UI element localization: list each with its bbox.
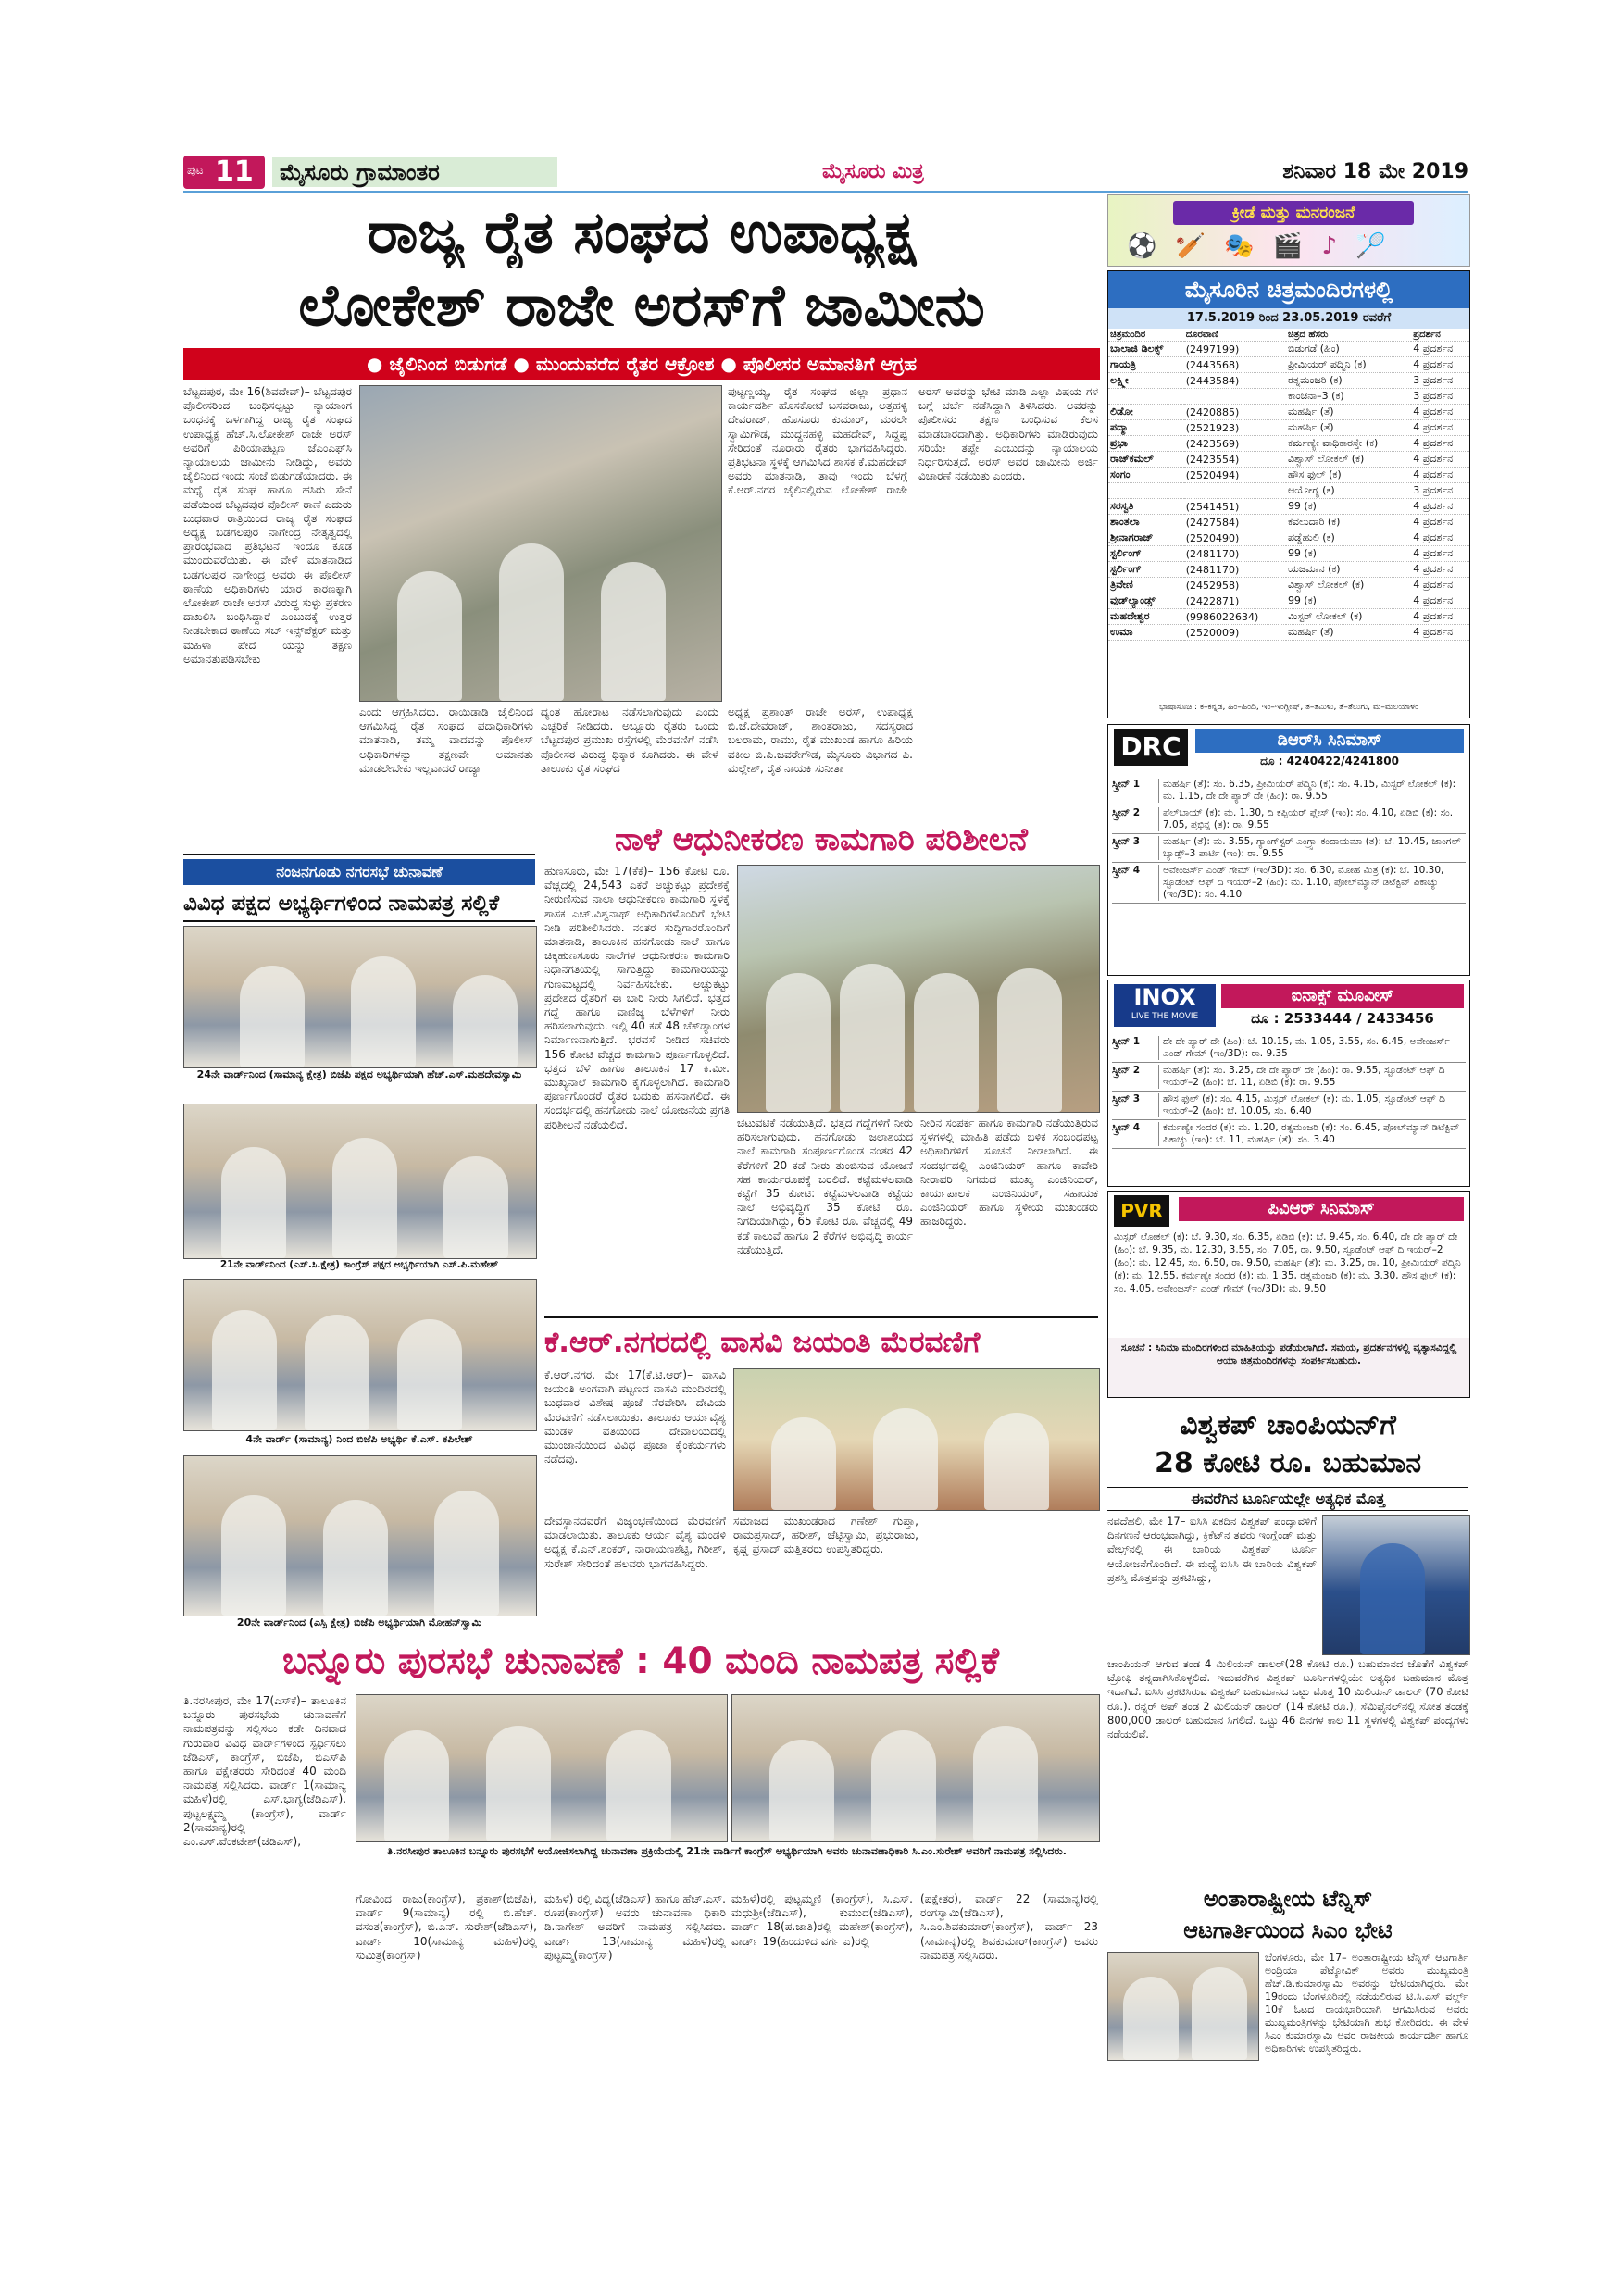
tennis-headline-1: ಅಂತಾರಾಷ್ಟ್ರೀಯ ಟೆನ್ನಿಸ್	[1203, 1886, 1373, 1912]
theatre-row	[1108, 625, 1469, 641]
nanjangud-caption-3: 4ನೇ ವಾರ್ಡ್ (ಸಾಮಾನ್ಯ) ನಿಂದ ಬಿಜೆಪಿ ಅಭ್ಯರ್ಥಿ ಕೆ.ಎಸ್. ಕಪಿಲೇಶ್	[245, 1433, 473, 1445]
theatre-cell: ಶ್ರೀನಾಗರಾಜ್	[1108, 530, 1184, 546]
works-headline: ನಾಳೆ ಆಧುನೀಕರಣ ಕಾಮಗಾರಿ ಪರಿಶೀಲನೆ	[615, 821, 1028, 858]
nanjangud-photo-3	[183, 1279, 537, 1431]
screen-name: ಸ್ಕ್ರೀನ್ 4	[1112, 1122, 1159, 1146]
drc-logo: DRC	[1114, 729, 1188, 766]
lead-photo-protest	[359, 385, 722, 702]
lead-col-mid-c: ಅಧ್ಯಕ್ಷ ಪ್ರಶಾಂತ್ ರಾಜೇ ಅರಸ್, ಉಪಾಧ್ಯಕ್ಷ ಬಿ.ಜೆ.ದೇವರಾಜ್, ಶಾಂತರಾಜು, ಸದಸ್ಯರಾದ ಬಲರಾಮ, ರಾಮು, ರೈತ ಮುಖಂಡ ಹಾಗೂ ಹಿರಿಯ ವಕೀಲ ಬಿ.ಪಿ.ಜವರೇಗೌಡ, ಮೈಸೂರು ವಿಭಾಗದ ಪಿ. ಮಲ್ಲೇಶ್, ರೈತ ನಾಯಕಿ ಸುನೀತಾ	[728, 705, 913, 775]
theatre-cell: ಲಕ್ಷ್ಮೀ	[1108, 373, 1184, 389]
theatre-cell: ಪ್ರೀಮಿಯರ್ ಪದ್ಮಿನಿ (ಕ)	[1286, 357, 1411, 373]
theatre-cell: ಶಾಂತಲಾ	[1108, 515, 1184, 530]
theatre-cell: ವುಡ್‌ಲ್ಯಾಂಡ್ಸ್	[1108, 593, 1184, 609]
theatre-cell: (2443568)	[1184, 357, 1286, 373]
vasavi-headline: ಕೆ.ಆರ್.ನಗರದಲ್ಲಿ ವಾಸವಿ ಜಯಂತಿ ಮೆರವಣಿಗೆ	[544, 1326, 981, 1359]
works-col-2: ಚಟುವಟಿಕೆ ನಡೆಯುತ್ತಿದೆ. ಭತ್ತದ ಗದ್ದೆಗಳಿಗೆ ನೀರು ಹರಿಸಲಾಗುವುದು. ಹನಗೋಡು ಜಲಾಶಯದ ನಾಲೆ ಕಾಮಗಾರಿ ಸಂಪೂರ್ಣಗೊಂಡ ನಂತರ 42 ಕೆರೆಗಳಿಗೆ 20 ಕಡೆ ನೀರು ತುಂಬಿಸುವ ಯೋಜನೆ ಸಹ ಕಾರ್ಯರೂಪಕ್ಕೆ ಬರಲಿದೆ. ಕಟ್ಟೆಮಳಲವಾಡಿ ಕಟ್ಟೆಗೆ 35 ಕೋಟಿ: ಕಟ್ಟೆಮಳಲವಾಡಿ ಕಟ್ಟೆಯ ನಾಲೆ ಅಭಿವೃದ್ಧಿಗೆ 35 ಕೋಟಿ ರೂ. ನಿಗದಿಯಾಗಿದ್ದು, 65 ಕೋಟಿ ರೂ. ವೆಚ್ಚದಲ್ಲಿ 49 ಕಡೆ ಕಾಲುವೆ ಹಾಗೂ 2 ಕೆರೆಗಳ ಅಭಿವೃದ್ಧಿ ಕಾರ್ಯ ನಡೆಯುತ್ತಿದೆ.	[737, 1117, 913, 1256]
section-name: ಮೈಸೂರು ಗ್ರಾಮಾಂತರ	[272, 157, 557, 187]
theatre-cell: 4 ಪ್ರದರ್ಶನ	[1411, 405, 1469, 420]
theatre-cell: (2520494)	[1184, 468, 1286, 483]
theatre-row	[1108, 468, 1469, 483]
works-photo-inspection	[737, 865, 1100, 1113]
theatre-row	[1108, 436, 1469, 452]
theatre-cell: (2520009)	[1184, 625, 1286, 641]
screen-showtimes: ಪೆಲ್‌ಬಾಯ್ (ಕ): ಮ. 1.30, ದಿ ಕಪ್ಪಿಯರ್ ಪ್ಲೇಸ್ (ಇಂ): ಸಂ. 4.10, ಏಡಿಬಿ (ಕ): ಸಂ. 7.05, ಪ್ರಭಿನ್ನ (ತ): ರಾ. 9.55	[1163, 807, 1454, 830]
theatre-cell: 4 ಪ್ರದರ್ಶನ	[1411, 468, 1469, 483]
theatre-cell: (2541451)	[1184, 499, 1286, 515]
vasavi-col-2: ದೇವಸ್ಥಾನದವರೆಗೆ ವಿಜೃಂಭಣೆಯಿಂದ ಮೆರವಣಿಗೆ ಮಾಡಲಾಯಿತು. ತಾಲೂಕು ಆರ್ಯ ವೈಶ್ಯ ಮಂಡಳಿ ಅಧ್ಯಕ್ಷ ಕೆ.ಎನ್.ಶಂಕರ್, ನಾರಾಯಣಶೆಟ್ಟಿ, ಗಿರೀಶ್, ಸುರೇಶ್ ಸೇರಿದಂತೆ ಹಲವರು ಭಾಗವಹಿಸಿದ್ದರು.	[544, 1515, 726, 1570]
inox-box	[1107, 980, 1470, 1187]
bannur-caption: ತಿ.ನರಸೀಪುರ ತಾಲೂಕಿನ ಬನ್ನೂರು ಪುರಸಭೆಗೆ ಆಯೋಜಿಸಲಾಗಿದ್ದ ಚುನಾವಣಾ ಪ್ರಕ್ರಿಯೆಯಲ್ಲಿ 21ನೇ ವಾರ್ಡಿಗೆ ಕಾಂಗ್ರೆಸ್ ಅಭ್ಯರ್ಥಿಯಾಗಿ ಅವರು ಚುನಾವಣಾಧಿಕಾರಿ ಸಿ.ಎಂ.ಸುರೇಶ್ ಅವರಿಗೆ ನಾಮಪತ್ರ ಸಲ್ಲಿಸಿದರು.	[387, 1845, 1067, 1857]
theatre-row	[1108, 530, 1469, 546]
tennis-headline-2: ಆಟಗಾರ್ತಿಯಿಂದ ಸಿಎಂ ಭೇಟಿ	[1183, 1917, 1393, 1943]
pvr-notice: ಸೂಚನೆ : ಸಿನಿಮಾ ಮಂದಿರಗಳಿಂದ ಮಾಹಿತಿಯನ್ನು ಪಡೆಯಲಾಗಿದೆ. ಸಮಯ, ಪ್ರದರ್ಶನಗಳಲ್ಲಿ ವ್ಯತ್ಯಾಸವಿದ್ದಲ್ಲಿ ಆಯಾ ಚಿತ್ರಮಂದಿರಗಳನ್ನು ಸಂಪರ್ಕಿಸಬಹುದು.	[1108, 1338, 1469, 1397]
screen-showtimes: ಮಹರ್ಷಿ (ತೆ): ಸಂ. 3.25, ದೇ ದೇ ಪ್ಯಾರ್ ದೇ (ಹಿಂ): ರಾ. 9.55, ಸ್ಟೂಡೆಂಟ್ ಆಫ್ ದಿ ಇಯರ್–2 (ಹಿಂ): ಬೆ. 11, ಏಡಿಬಿ (ಕ): ರಾ. 9.55	[1163, 1065, 1445, 1088]
lead-col-mid-a: ಎಂದು ಆಗ್ರಹಿಸಿದರು. ರಾಯಿಡಾಡಿ ಜೈಲಿನಿಂದ ಆಗಮಿಸಿದ್ದ ರೈತ ಸಂಘದ ಪದಾಧಿಕಾರಿಗಳು ಮಾತನಾಡಿ, ತಮ್ಮ ವಾದವನ್ನು ಪೊಲೀಸ್ ಅಧಿಕಾರಿಗಳನ್ನು ತಕ್ಷಣವೇ ಅಮಾನತು ಮಾಡಲೇಬೇಕು ಇಲ್ಲವಾದರೆ ರಾಜ್ಯಾ	[359, 705, 533, 775]
screen-listing	[1112, 1063, 1466, 1092]
theatre-row	[1108, 483, 1469, 499]
theatre-cell	[1184, 483, 1286, 499]
theatre-cell: ಮಿಸ್ಟರ್ ಲೋಕಲ್ (ಕ)	[1286, 609, 1411, 625]
theatre-cell: 4 ಪ್ರದರ್ಶನ	[1411, 546, 1469, 562]
theatre-cell: 4 ಪ್ರದರ್ಶನ	[1411, 436, 1469, 452]
theatre-row	[1108, 499, 1469, 515]
bannur-col-b3: ಮಹಿಳೆ)ರಲ್ಲಿ ಪುಟ್ಟಮ್ಮಣಿ (ಕಾಂಗ್ರೆಸ್), ಸಿ.ಎಸ್. ಮಧುಶ್ರೀ(ಜೆಡಿಎಸ್), ಕುಮುದ(ಜೆಡಿಎಸ್), ವಾರ್ಡ್ 18(ಪ.ಜಾತಿ)ರಲ್ಲಿ ಮಹೇಶ್(ಕಾಂಗ್ರೆಸ್), ವಾರ್ಡ್ 19(ಹಿಂದುಳಿದ ವರ್ಗ ಎ)ರಲ್ಲಿ	[731, 1892, 913, 1948]
page-number-box	[183, 156, 265, 189]
theatre-cell: (2420885)	[1184, 405, 1286, 420]
theatre-cell: 3 ಪ್ರದರ್ಶನ	[1411, 389, 1469, 405]
nanjangud-photo-1	[183, 926, 537, 1068]
tennis-photo-cm-meeting	[1107, 1952, 1259, 2061]
theatre-cell: ರಾಜ್‌ಕಮಲ್	[1108, 452, 1184, 468]
theatre-cell: ಮಹದೇಶ್ವರ	[1108, 609, 1184, 625]
theatre-cell: 99 (ಕ)	[1286, 593, 1411, 609]
bannur-col-b2: ಮಹಿಳೆ) ರಲ್ಲಿ ವಿದ್ಯ(ಜೆಡಿಎಸ್) ಹಾಗೂ ಹೆಚ್.ಎಸ್. ರೂಪ(ಕಾಂಗ್ರೆಸ್) ಅವರು ಚುನಾವಣಾ ಧಿಕಾರಿ ಡಿ.ನಾಗೇಶ್ ಅವರಿಗೆ ನಾಮಪತ್ರ ಸಲ್ಲಿಸಿದರು. ವಾರ್ಡ್ 13(ಸಾಮಾನ್ಯ ಮಹಿಳೆ)ರಲ್ಲಿ ಪುಟ್ಟಮ್ಮ(ಕಾಂಗ್ರೆಸ್)	[544, 1892, 726, 1962]
pvr-logo: PVR	[1114, 1195, 1169, 1227]
worldcup-text-a: ನವದೆಹಲಿ, ಮೇ 17– ಐಸಿಸಿ ಏಕದಿನ ವಿಶ್ವಕಪ್ ಪಂದ್ಯಾವಳಿಗೆ ದಿನಗಣನೆ ಆರಂಭವಾಗಿದ್ದು, ಕ್ರಿಕೆಟ್‌ನ ತವರು ಇಂಗ್ಲೆಂಡ್ ಮತ್ತು ವೇಲ್ಸ್‌ನಲ್ಲಿ ಈ ಬಾರಿಯ ವಿಶ್ವಕಪ್ ಟೂರ್ನಿ ಆಯೋಜನೆಗೊಂಡಿದೆ. ಈ ಮಧ್ಯೆ ಐಸಿಸಿ ಈ ಬಾರಿಯ ವಿಶ್ವಕಪ್ ಪ್ರಶಸ್ತಿ ಮೊತ್ತವನ್ನು ಪ್ರಕಟಿಸಿದ್ದು,	[1107, 1515, 1317, 1584]
nanjangud-photo-4	[183, 1455, 537, 1616]
theatres-table-wrap	[1108, 329, 1469, 699]
theatre-cell: 4 ಪ್ರದರ್ಶನ	[1411, 530, 1469, 546]
theatre-cell: ವಿಶ್ವಾಸ್ ಲೋಕಲ್ (ಕ)	[1286, 452, 1411, 468]
theatre-cell: 4 ಪ್ರದರ್ಶನ	[1411, 515, 1469, 530]
nanjangud-photo-2	[183, 1104, 537, 1259]
screen-listing	[1112, 834, 1466, 863]
theatre-cell: ಕರ್ಮಣ್ಯೇ ವಾಧಿಕಾರಸ್ತೇ (ಕ)	[1286, 436, 1411, 452]
theatre-cell: 4 ಪ್ರದರ್ಶನ	[1411, 342, 1469, 357]
theatre-cell: (2427584)	[1184, 515, 1286, 530]
theatre-cell: ಸ್ಟರ್ಲಿಂಗ್	[1108, 546, 1184, 562]
theatre-cell: (2443584)	[1184, 373, 1286, 389]
lead-col-right: ಪುಟ್ಟಣ್ಣಯ್ಯ, ರೈತ ಸಂಘದ ಜಿಲ್ಲಾ ಪ್ರಧಾನ ಕಾರ್ಯದರ್ಶಿ ಹೊಸಕೋಟೆ ಬಸವರಾಜು, ಅತ್ತಹಳ್ಳಿ ದೇವರಾಜ್, ಹೊಸೂರು ಕುಮಾರ್, ಮರಲೇ ಸ್ವಾಮಿಗೌಡ, ಮುದ್ದನಹಳ್ಳಿ ಮಹದೇವ್, ಸಿದ್ದಪ್ಪ ಸೇರಿದಂತೆ ನೂರಾರು ರೈತರು ಭಾಗವಹಿಸಿದ್ದರು. ಪ್ರತಿಭಟನಾ ಸ್ಥಳಕ್ಕೆ ಆಗಮಿಸಿದ ಶಾಸಕ ಕೆ.ಮಹದೇವ್ ಅವರು ಮಾತನಾಡಿ, ತಾವು ಇಂದು ಬೆಳಗ್ಗೆ ಕೆ.ಆರ್.ನಗರ ಜೈಲಿನಲ್ಲಿರುವ ಲೋಕೇಶ್ ರಾಜೇ ಅರಸ್ ಅವರನ್ನು ಭೇಟಿ ಮಾಡಿ ಎಲ್ಲಾ ವಿಷಯ ಗಳ ಬಗ್ಗೆ ಚರ್ಚೆ ನಡೆಸಿದ್ದಾಗಿ ತಿಳಿಸಿದರು. ಅವರನ್ನು ಪೊಲೀಸರು ತಕ್ಷಣ ಬಂಧಿಸುವ ಕೆಲಸ ಮಾಡಬಾರದಾಗಿತ್ತು. ಅಧಿಕಾರಿಗಳು ಮಾಡಿರುವುದು ಸರಿಯೇ ತಪ್ಪೇ ಎಂಬುದನ್ನು ನ್ಯಾಯಾಲಯ ನಿರ್ಧರಿಸುತ್ತದೆ. ಅರಸ್ ಅವರ ಜಾಮೀನು ಅರ್ಜಿ ವಿಚಾರಣೆ ನಡೆಯಿತು ಎಂದರು.	[728, 385, 1098, 497]
pvr-listing: ಮಿಸ್ಟರ್ ಲೋಕಲ್ (ಕ): ಬೆ. 9.30, ಸಂ. 6.35, ಏಡಿಬಿ (ಕ): ಬೆ. 9.45, ಸಂ. 6.40, ದೇ ದೇ ಪ್ಯಾರ್ ದೇ (ಹಿಂ): ಬೆ. 9.35, ಮ. 12.30, 3.55, ಸಂ. 7.05, ರಾ. 9.50, ಸ್ಟೂಡೆಂಟ್ ಆಫ್ ದಿ ಇಯರ್–2 (ಹಿಂ): ಮ. 12.45, ಸಂ. 6.50, ರಾ. 9.50, ಮಹರ್ಷಿ (ತೆ): ಮ. 3.25, ರಾ. 10, ಪ್ರೀಮಿಯರ್ ಪದ್ಮಿನಿ (ಕ): ಮ. 12.55, ಕರ್ಮಣ್ಯೇ ಸಂದರ (ಕ): ಮ. 1.35, ರತ್ನಮಂಜರಿ (ಕ): ಮ. 3.30, ಹೌಸ ಫುಲ್ (ಕ): ಸಂ. 4.05, ಅವೇಂಜರ್ಸ್ ಎಂಡ್ ಗೇಮ್ (ಇಂ/3D): ಮ. 9.50	[1114, 1231, 1461, 1294]
theatres-table	[1108, 329, 1469, 641]
theatre-cell: 4 ಪ್ರದರ್ಶನ	[1411, 609, 1469, 625]
screen-listing	[1112, 1092, 1466, 1120]
lead-col-mid-b: ದ್ಯಂತ ಹೋರಾಟ ನಡೆಸಲಾಗುವುದು ಎಂದು ಎಚ್ಚರಿಕೆ ನೀಡಿದರು. ಅಬ್ಬೂರು ರೈತರು ಒಂದು ಬೆಟ್ಟದಪುರ ಪ್ರಮುಖ ರಸ್ತೆಗಳಲ್ಲಿ ಮೆರವಣಿಗೆ ನಡೆಸಿ ಪೊಲೀಸರ ವಿರುದ್ಧ ಧಿಕ್ಕಾರ ಕೂಗಿದರು. ಈ ವೇಳೆ ತಾಲೂಕು ರೈತ ಸಂಘದ	[541, 705, 718, 775]
page-number: 11	[215, 156, 254, 188]
worldcup-headline-1: ವಿಶ್ವಕಪ್ ಚಾಂಪಿಯನ್‌ಗೆ	[1180, 1409, 1396, 1441]
inox-screens	[1112, 1034, 1466, 1182]
theatre-cell: ಬಾಲಾಜಿ ಡಿಲಕ್ಸ್	[1108, 342, 1184, 357]
theatre-row	[1108, 546, 1469, 562]
theatre-cell: (2481170)	[1184, 546, 1286, 562]
theatre-row	[1108, 593, 1469, 609]
inox-title: ಐನಾಕ್ಸ್ ಮೂವೀಸ್	[1221, 984, 1464, 1008]
theatre-cell: (9986022634)	[1184, 609, 1286, 625]
theatres-column-header: ಚಿತ್ರದ ಹೆಸರು	[1286, 329, 1411, 342]
bannur-headline: ಬನ್ನೂರು ಪುರಸಭೆ ಚುನಾವಣೆ : 40 ಮಂದಿ ನಾಮಪತ್ರ ಸಲ್ಲಿಕೆ	[281, 1641, 1000, 1682]
screen-listing	[1112, 1034, 1466, 1063]
sports-icons: ⚽ 🏏 🎭 🎬 ♪ 🏸	[1127, 232, 1392, 260]
header-date: ಶನಿವಾರ 18 ಮೇ 2019	[1282, 160, 1468, 183]
vasavi-col-1: ಕೆ.ಆರ್.ನಗರ, ಮೇ 17(ಕೆ.ಟಿ.ಆರ್)– ವಾಸವಿ ಜಯಂತಿ ಅಂಗವಾಗಿ ಪಟ್ಟಣದ ವಾಸವಿ ಮಂದಿರದಲ್ಲಿ ಬುಧವಾರ ವಿಶೇಷ ಪೂಜೆ ನೆರವೇರಿಸಿ ದೇವಿಯ ಮೆರವಣಿಗೆ ನಡೆಸಲಾಯಿತು. ತಾಲೂಕು ಆರ್ಯವೈಶ್ಯ ಮಂಡಳಿ ವತಿಯಿಂದ ದೇವಾಲಯದಲ್ಲಿ ಮುಂಜಾನೆಯಿಂದ ವಿವಿಧ ಪೂಜಾ ಕೈಂಕರ್ಯಗಳು ನಡೆದವು.	[544, 1368, 726, 1466]
drc-title: ಡಿಆರ್‌ಸಿ ಸಿನಿಮಾಸ್	[1195, 729, 1464, 753]
screen-listing	[1112, 863, 1466, 904]
worldcup-headline-2: 28 ಕೋಟಿ ರೂ. ಬಹುಮಾನ	[1155, 1447, 1421, 1479]
masthead: ಮೈಸೂರು ಮಿತ್ರ	[822, 160, 924, 183]
bannur-col-1: ತಿ.ನರಸೀಪುರ, ಮೇ 17(ಎಸ್‌ಕೆ)– ತಾಲೂಕಿನ ಬನ್ನೂರು ಪುರಸಭೆಯ ಚುನಾವಣೆಗೆ ನಾಮಪತ್ರವನ್ನು ಸಲ್ಲಿಸಲು ಕಡೇ ದಿನವಾದ ಗುರುವಾರ ವಿವಿಧ ವಾರ್ಡ್‌ಗಳಿಂದ ಸ್ಪರ್ಧಿಸಲು ಜೆಡಿಎಸ್, ಕಾಂಗ್ರೆಸ್, ಬಿಜೆಪಿ, ಬಿಎಸ್‌ಪಿ ಹಾಗೂ ಪಕ್ಷೇತರರು ಸೇರಿದಂತೆ 40 ಮಂದಿ ನಾಮಪತ್ರ ಸಲ್ಲಿಸಿದರು. ವಾರ್ಡ್ 1(ಸಾಮಾನ್ಯ ಮಹಿಳೆ)ರಲ್ಲಿ ಎಸ್.ಭಾಗ್ಯ(ಜೆಡಿಎಸ್), ಪುಟ್ಟಲಕ್ಷ್ಮಮ್ಮ (ಕಾಂಗ್ರೆಸ್), ವಾರ್ಡ್ 2(ಸಾಮಾನ್ಯ)ರಲ್ಲಿ ಎಂ.ಎಸ್.ವೆಂಕಟೇಶ್(ಜೆಡಿಎಸ್),	[183, 1694, 346, 1849]
screen-showtimes: ಮಹರ್ಷಿ (ತೆ): ಸಂ. 6.35, ಪ್ರೀಮಿಯರ್ ಪದ್ಮಿನಿ (ಕ): ಸಂ. 4.15, ಮಿಸ್ಟರ್ ಲೋಕಲ್ (ಕ): ಮ. 1.15, ದೇ ದೇ ಪ್ಯಾರ್ ದೇ (ಹಿಂ): ರಾ. 9.55	[1163, 779, 1456, 802]
theatres-column-header: ಚಿತ್ರಮಂದಿರ	[1108, 329, 1184, 342]
theatre-cell: 3 ಪ್ರದರ್ಶನ	[1411, 483, 1469, 499]
screen-listing	[1112, 1120, 1466, 1149]
nanjangud-headline: ವಿವಿಧ ಪಕ್ಷದ ಅಭ್ಯರ್ಥಿಗಳಿಂದ ನಾಮಪತ್ರ ಸಲ್ಲಿಕೆ	[183, 887, 535, 922]
screen-name: ಸ್ಕ್ರೀನ್ 2	[1112, 1065, 1159, 1089]
screen-showtimes: ದೇ ದೇ ಪ್ಯಾರ್ ದೇ (ಹಿಂ): ಬೆ. 10.15, ಮ. 1.05, 3.55, ಸಂ. 6.45, ಅವೇಂಜರ್ಸ್ ಎಂಡ್ ಗೇಮ್ (ಇಂ/3D): ರಾ. 9.35	[1163, 1036, 1450, 1059]
theatre-cell: ತ್ರಿವೇಣಿ	[1108, 578, 1184, 593]
theatre-cell: ಸ್ಟರ್ಲಿಂಗ್	[1108, 562, 1184, 578]
theatre-cell: (2423569)	[1184, 436, 1286, 452]
theatre-cell	[1184, 389, 1286, 405]
nanjangud-kicker: ನಂಜನಗೂಡು ನಗರಸಭೆ ಚುನಾವಣೆ	[183, 859, 535, 885]
theatre-cell: 4 ಪ್ರದರ್ಶನ	[1411, 593, 1469, 609]
theatre-cell: ಸರಸ್ವತಿ	[1108, 499, 1184, 515]
theatre-cell: ಯಜಮಾನ (ಕ)	[1286, 562, 1411, 578]
works-col-1: ಹುಣಸೂರು, ಮೇ 17(ಕೆಕೆ)– 156 ಕೋಟಿ ರೂ. ವೆಚ್ಚದಲ್ಲಿ 24,543 ಎಕರೆ ಅಚ್ಚುಕಟ್ಟು ಪ್ರದೇಶಕ್ಕೆ ನೀರುಣಿಸುವ ನಾಲಾ ಆಧುನೀಕರಣ ಕಾಮಗಾರಿ ಸ್ಥಳಕ್ಕೆ ಶಾಸಕ ಎಚ್.ವಿಶ್ವನಾಥ್ ಅಧಿಕಾರಿಗಳೊಂದಿಗೆ ಭೇಟಿ ನೀಡಿ ಪರಿಶೀಲಿಸಿದರು. ನಂತರ ಸುದ್ದಿಗಾರರೊಂದಿಗೆ ಮಾತನಾಡಿ, ತಾಲೂಕಿನ ಹನಗೋಡು ನಾಲೆ ಹಾಗೂ ಚಿಕ್ಕಹುಣಸೂರು ನಾಲೆಗಳ ಆಧುನೀಕರಣ ಕಾಮಗಾರಿ ನಿಧಾನಗತಿಯಲ್ಲಿ ಸಾಗುತ್ತಿದ್ದು ಕಾಮಗಾರಿಯನ್ನು ಗುಣಮಟ್ಟದಲ್ಲಿ ನಿರ್ವಹಿಸಬೇಕು. ಅಚ್ಚುಕಟ್ಟು ಪ್ರದೇಶದ ರೈತರಿಗೆ ಈ ಬಾರಿ ನೀರು ಸಿಗಲಿದೆ. ಭತ್ತದ ಗದ್ದೆ ಹಾಗೂ ವಾಣಿಜ್ಯ ಬೆಳೆಗಳಿಗೆ ನೀರು ಹರಿಸಲಾಗುವುದು. ಇಲ್ಲಿ 40 ಕಡೆ 48 ಚೆಕ್‌ಡ್ಯಾಂಗಳ ನಿರ್ಮಾಣವಾಗುತ್ತಿದೆ. ಭರವಸೆ ನೀಡಿದ ಸಚಿವರು 156 ಕೋಟಿ ವೆಚ್ಚದ ಕಾಮಗಾರಿ ಪೂರ್ಣಗೊಳ್ಳಲಿದೆ. ಭತ್ತದ ಬೆಳೆ ಹಾಗೂ ತಾಲೂಕಿನ 17 ಕಿ.ಮೀ. ಮುಖ್ಯನಾಲೆ ಕಾಮಗಾರಿ ಕೈಗೊಳ್ಳಲಾಗಿದೆ. ಕಾಮಗಾರಿ ಪೂರ್ಣಗೊಂಡರೆ ರೈತರ ಬದುಕು ಹಸನಾಗಲಿದೆ. ಈ ಸಂದರ್ಭದಲ್ಲಿ ಹನಗೋಡು ನಾಲೆ ಯೋಜನೆಯ ಪ್ರಗತಿ ಪರಿಶೀಲನೆ ನಡೆಯಲಿದೆ.	[544, 865, 730, 1131]
theatre-cell: ಮಹರ್ಷಿ (ತೆ)	[1286, 625, 1411, 641]
bannur-photo-2	[731, 1694, 1100, 1842]
theatres-column-header: ದೂರವಾಣಿ	[1184, 329, 1286, 342]
theatre-row	[1108, 342, 1469, 357]
theatre-cell: ಗಾಯತ್ರಿ	[1108, 357, 1184, 373]
theatre-cell: ಬಿಡುಗಡೆ (ಹಿಂ)	[1286, 342, 1411, 357]
drc-screens	[1112, 777, 1466, 971]
theatre-cell: 4 ಪ್ರದರ್ಶನ	[1411, 357, 1469, 373]
nanjangud-caption-2: 21ನೇ ವಾರ್ಡ್‌ನಿಂದ (ಎಸ್.ಸಿ.ಕ್ಷೇತ್ರ) ಕಾಂಗ್ರೆಸ್ ಪಕ್ಷದ ಅಭ್ಯರ್ಥಿಯಾಗಿ ಎಸ್.ಪಿ.ಮಹೇಶ್	[219, 1259, 499, 1270]
theatre-cell: (2521923)	[1184, 420, 1286, 436]
works-col-3: ನೀರಿನ ಸಂಪರ್ಕ ಹಾಗೂ ಕಾಮಗಾರಿ ನಡೆಯುತ್ತಿರುವ ಸ್ಥಳಗಳಲ್ಲಿ ಮಾಹಿತಿ ಪಡೆದು ಬಳಿಕ ಸಂಬಂಧಪಟ್ಟ ಅಧಿಕಾರಿಗಳಿಗೆ ಸೂಚನೆ ನೀಡಲಾಗಿದೆ. ಈ ಸಂದರ್ಭದಲ್ಲಿ ಎಂಜಿನಿಯರ್ ಹಾಗೂ ಕಾವೇರಿ ನೀರಾವರಿ ನಿಗಮದ ಮುಖ್ಯ ಎಂಜಿನಿಯರ್, ಕಾರ್ಯಪಾಲಕ ಎಂಜಿನಿಯರ್, ಸಹಾಯಕ ಎಂಜಿನಿಯರ್ ಹಾಗೂ ಸ್ಥಳೀಯ ಮುಖಂಡರು ಹಾಜರಿದ್ದರು.	[920, 1117, 1098, 1229]
screen-name: ಸ್ಕ್ರೀನ್ 4	[1112, 865, 1159, 901]
worldcup-subhead: ಈವರೆಗಿನ ಟೂರ್ನಿಯಲ್ಲೇ ಅತ್ಯಧಿಕ ಮೊತ್ತ	[1107, 1487, 1468, 1511]
theatre-cell: 99 (ಕ)	[1286, 499, 1411, 515]
pvr-box	[1107, 1191, 1470, 1398]
bannur-photo-1	[356, 1694, 728, 1842]
theatre-cell: ರತ್ನಮಂಜರಿ (ಕ)	[1286, 373, 1411, 389]
theatre-cell: ಪಡ್ಡೆಹುಲಿ (ಕ)	[1286, 530, 1411, 546]
page-label: ಪುಟ	[187, 164, 204, 177]
nanjangud-caption-1: 24ನೇ ವಾರ್ಡ್‌ನಿಂದ (ಸಾಮಾನ್ಯ ಕ್ಷೇತ್ರ) ಬಿಜೆಪಿ ಪಕ್ಷದ ಅಭ್ಯರ್ಥಿಯಾಗಿ ಹೆಚ್.ಎಸ್.ಮಹದೇವಸ್ವಾಮಿ	[196, 1068, 522, 1080]
page-header	[183, 156, 1468, 189]
lead-strap: ● ಜೈಲಿನಿಂದ ಬಿಡುಗಡೆ ● ಮುಂದುವರೆದ ರೈತರ ಆಕ್ರೋಶ ● ಪೊಲೀಸರ ಅಮಾನತಿಗೆ ಆಗ್ರಹ	[183, 348, 1100, 380]
lead-col-1: ಬೆಟ್ಟದಪುರ, ಮೇ 16(ಶಿವದೇವ್)– ಬೆಟ್ಟದಪುರ ಪೊಲೀಸರಿಂದ ಬಂಧಿಸಲ್ಪಟ್ಟು ನ್ಯಾಯಾಂಗ ಬಂಧನಕ್ಕೆ ಒಳಗಾಗಿದ್ದ ರಾಜ್ಯ ರೈತ ಸಂಘದ ಉಪಾಧ್ಯಕ್ಷ ಹೆಚ್.ಸಿ.ಲೋಕೇಶ್ ರಾಜೇ ಅರಸ್ ಅವರಿಗೆ ಪಿರಿಯಾಪಟ್ಟಣ ಜೆಎಂಎಫ್‌ಸಿ ನ್ಯಾಯಾಲಯ ಜಾಮೀನು ನೀಡಿದ್ದು, ಅವರು ಜೈಲಿನಿಂದ ಇಂದು ಸಂಜೆ ಬಿಡುಗಡೆಯಾದರು. ಈ ಮಧ್ಯೆ ರೈತ ಸಂಘ ಹಾಗೂ ಹಸಿರು ಸೇನೆ ಪಡೆಯಿಂದ ಬೆಟ್ಟದಪುರ ಪೊಲೀಸ್ ಠಾಣೆ ಎದುರು ಬುಧವಾರ ರಾತ್ರಿಯಿಂದ ರಾಜ್ಯ ರೈತ ಸಂಘದ ಅಧ್ಯಕ್ಷ ಬಡಗಲಪುರ ನಾಗೇಂದ್ರ ನೇತೃತ್ವದಲ್ಲಿ ಪ್ರಾರಂಭವಾದ ಪ್ರತಿಭಟನೆ ಇಂದೂ ಕೂಡ ಮುಂದುವರೆಯಿತು. ಈ ವೇಳೆ ಮಾತನಾಡಿದ ಬಡಗಲಪುರ ನಾಗೇಂದ್ರ ಅವರು ಈ ಪೊಲೀಸ್ ಠಾಣೆಯ ಅಧಿಕಾರಿಗಳು ಯಾರ ಕಾರಣಕ್ಕಾಗಿ ಲೋಕೇಶ್ ರಾಜೇ ಅರಸ್ ವಿರುದ್ಧ ಸುಳ್ಳು ಪ್ರಕರಣ ದಾಖಲಿಸಿ ಬಂಧಿಸಿದ್ದಾರೆ ಎಂಬುದಕ್ಕೆ ಉತ್ತರ ನೀಡಬೇಕಾದ ಠಾಣೆಯ ಸಬ್ ಇನ್ಸ್‌ಪೆಕ್ಟರ್ ಮತ್ತು ಮಹಿಳಾ ಪೇದೆ ಯನ್ನು ತಕ್ಷಣ ಅಮಾನತುಪಡಿಸಬೇಕು	[183, 385, 352, 666]
tennis-text: ಬೆಂಗಳೂರು, ಮೇ 17– ಅಂತಾರಾಷ್ಟ್ರೀಯ ಟೆನ್ನಿಸ್ ಆಟಗಾರ್ತಿ ಅಂದ್ರಿಯಾ ಪೆಟ್ಕೋವಿಕ್ ಅವರು ಮುಖ್ಯಮಂತ್ರಿ ಹೆಚ್.ಡಿ.ಕುಮಾರಸ್ವಾಮಿ ಅವರನ್ನು ಭೇಟಿಯಾಗಿದ್ದರು. ಮೇ 19ರಂದು ಬೆಂಗಳೂರಿನಲ್ಲಿ ನಡೆಯಲಿರುವ ಟಿ.ಸಿ.ಎಸ್ ವರ್ಲ್ಡ್ 10ಕೆ ಓಟದ ರಾಯಭಾರಿಯಾಗಿ ಆಗಮಿಸಿರುವ ಅವರು ಮುಖ್ಯಮಂತ್ರಿಗಳನ್ನು ಭೇಟಿಯಾಗಿ ಶುಭ ಕೋರಿದರು. ಈ ವೇಳೆ ಸಿಎಂ ಕುಮಾರಸ್ವಾಮಿ ಅವರ ರಾಜಕೀಯ ಕಾರ್ಯದರ್ಶಿ ಹಾಗೂ ಅಧಿಕಾರಿಗಳು ಉಪಸ್ಥಿತರಿದ್ದರು.	[1265, 1952, 1468, 2054]
header-rule	[183, 191, 1468, 193]
theatre-cell: ಮಹರ್ಷಿ (ತೆ)	[1286, 405, 1411, 420]
theatre-row	[1108, 515, 1469, 530]
screen-showtimes: ಕರ್ಮಣ್ಯೇ ಸಂದರ (ಕ): ಮ. 1.20, ರತ್ನಮಂಜರಿ (ಕ): ಸಂ. 6.45, ಪೋಲ್‌ಮ್ಯಾನ್ ಡಿಟೆಕ್ಟಿವ್ ಪಿಕಾಚ್ಯು (ಇಂ): ಬೆ. 11, ಮಹರ್ಷಿ (ತೆ): ಸಂ. 3.40	[1163, 1122, 1460, 1145]
theatre-cell	[1108, 483, 1184, 499]
screen-showtimes: ಮಹರ್ಷಿ (ತೆ): ಮ. 3.55, ಗ್ಯಾಂಗ್‌ಸ್ಟರ್ ಎಂಗ್ರ್ಸಾ ಕಂದಾಯಮಾ (ತ): ಬೆ. 10.45, ಜಾಂಗಲ್ ಬ್ಯಾಡ್ಸ್–3 ಪಾರ್ಟಿ (ಇಂ): ರಾ. 9.55	[1163, 836, 1461, 859]
theatre-cell: 4 ಪ್ರದರ್ಶನ	[1411, 452, 1469, 468]
theatre-cell: (2520490)	[1184, 530, 1286, 546]
theatre-row	[1108, 405, 1469, 420]
theatre-row	[1108, 562, 1469, 578]
bannur-col-b4: (ಪಕ್ಷೇತರ), ವಾರ್ಡ್ 22 (ಸಾಮಾನ್ಯ)ರಲ್ಲಿ ರಂಗಸ್ವಾಮಿ(ಜೆಡಿಎಸ್), ಸಿ.ಎಂ.ಶಿವಕುಮಾರ್(ಕಾಂಗ್ರೆಸ್), ವಾರ್ಡ್ 23 (ಸಾಮಾನ್ಯ)ರಲ್ಲಿ ಶಿವಕುಮಾರ್(ಕಾಂಗ್ರೆಸ್) ಅವರು ನಾಮಪತ್ರ ಸಲ್ಲಿಸಿದರು.	[920, 1892, 1098, 1962]
screen-name: ಸ್ಕ್ರೀನ್ 3	[1112, 836, 1159, 860]
theatre-cell: 3 ಪ್ರದರ್ಶನ	[1411, 373, 1469, 389]
drc-box	[1107, 724, 1470, 976]
theatre-cell: ಕವಲುದಾರಿ (ಕ)	[1286, 515, 1411, 530]
theatres-column-header: ಪ್ರದರ್ಶನ	[1411, 329, 1469, 342]
vasavi-col-3: ಸಮಾಜದ ಮುಖಂಡರಾದ ಗಣೇಶ್ ಗುಪ್ತಾ, ರಾಮಪ್ರಸಾದ್, ಹರೀಶ್, ಚೆಟ್ಟಿಸ್ವಾಮಿ, ಪ್ರಭುರಾಜು, ಕೃಷ್ಣ ಪ್ರಸಾದ್ ಮತ್ತಿತರರು ಉಪಸ್ಥಿತರಿದ್ದರು.	[733, 1515, 918, 1556]
theatre-cell: 4 ಪ್ರದರ್ಶನ	[1411, 420, 1469, 436]
vasavi-photo-procession	[733, 1368, 1100, 1511]
screen-name: ಸ್ಕ್ರೀನ್ 1	[1112, 779, 1159, 803]
theatre-cell: (2422871)	[1184, 593, 1286, 609]
theatre-cell: 4 ಪ್ರದರ್ಶನ	[1411, 562, 1469, 578]
theatre-cell: (2452958)	[1184, 578, 1286, 593]
pvr-title: ಪಿವಿಆರ್ ಸಿನಿಮಾಸ್	[1179, 1197, 1464, 1221]
theatre-row	[1108, 357, 1469, 373]
bannur-col-b1: ಗೋವಿಂದ ರಾಜು(ಕಾಂಗ್ರೆಸ್), ಪ್ರಕಾಶ್(ಬಿಜೆಪಿ), ವಾರ್ಡ್ 9(ಸಾಮಾನ್ಯ) ರಲ್ಲಿ ಬಿ.ಹೆಚ್. ವಸಂತ(ಕಾಂಗ್ರೆಸ್), ಬಿ.ಎನ್. ಸುರೇಶ್(ಜೆಡಿಎಸ್), ವಾರ್ಡ್ 10(ಸಾಮಾನ್ಯ ಮಹಿಳೆ)ರಲ್ಲಿ ಸುಮಿತ್ರ(ಕಾಂಗ್ರೆಸ್)	[356, 1892, 537, 1962]
theatre-row	[1108, 452, 1469, 468]
inox-logo	[1114, 984, 1216, 1027]
nanjangud-caption-4: 20ನೇ ವಾರ್ಡ್‌ನಿಂದ (ಎಸ್ಸಿ ಕ್ಷೇತ್ರ) ಬಿಜೆಪಿ ಅಭ್ಯರ್ಥಿಯಾಗಿ ಮೋಹನ್‌ಸ್ವಾಮಿ	[236, 1616, 482, 1628]
theatre-cell: ಮಹರ್ಷಿ (ತೆ)	[1286, 420, 1411, 436]
sports-banner-label: ಕ್ರೀಡೆ ಮತ್ತು ಮನರಂಜನೆ	[1173, 201, 1414, 225]
theatre-cell: 4 ಪ್ರದರ್ಶನ	[1411, 625, 1469, 641]
theatres-dates: 17.5.2019 ರಿಂದ 23.05.2019 ರವರೆಗೆ	[1108, 308, 1469, 329]
theatre-cell: ವಿಶ್ವಾಸ್ ಲೋಕಲ್ (ಕ)	[1286, 578, 1411, 593]
inox-phone: ದೂ : 2533444 / 2433456	[1251, 1010, 1434, 1027]
theatre-cell: 4 ಪ್ರದರ್ಶನ	[1411, 578, 1469, 593]
screen-name: ಸ್ಕ್ರೀನ್ 2	[1112, 807, 1159, 831]
theatre-row	[1108, 420, 1469, 436]
theatre-cell: 4 ಪ್ರದರ್ಶನ	[1411, 499, 1469, 515]
theatre-row	[1108, 578, 1469, 593]
screen-name: ಸ್ಕ್ರೀನ್ 1	[1112, 1036, 1159, 1060]
theatre-cell: ಪ್ರಭಾ	[1108, 436, 1184, 452]
screen-listing	[1112, 805, 1466, 834]
theatre-row	[1108, 373, 1469, 389]
theatre-cell: ಪದ್ಮಾ	[1108, 420, 1184, 436]
theatre-cell: (2423554)	[1184, 452, 1286, 468]
inox-logo-text: INOX	[1133, 984, 1196, 1010]
theatre-cell: 99 (ಕ)	[1286, 546, 1411, 562]
theatre-row	[1108, 389, 1469, 405]
theatres-legend: ಭಾಷಾಸೂಚಿ : ಕ–ಕನ್ನಡ, ಹಿಂ–ಹಿಂದಿ, ಇಂ–ಇಂಗ್ಲೀಷ್, ತ–ತಮಿಳು, ತೆ–ತೆಲುಗು, ಮ–ಮಲಯಾಳಂ	[1159, 703, 1418, 712]
theatre-cell: ಕಾಂಚನಾ–3 (ಕ)	[1286, 389, 1411, 405]
screen-listing	[1112, 777, 1466, 805]
screen-showtimes: ಹೌಸ ಫುಲ್ (ಕ): ಸಂ. 4.15, ಮಿಸ್ಟರ್ ಲೋಕಲ್ (ಕ): ಮ. 1.05, ಸ್ಟೂಡೆಂಟ್ ಆಫ್ ದಿ ಇಯರ್–2 (ಹಿಂ): ಬೆ. 10.05, ಸಂ. 6.40	[1163, 1093, 1445, 1117]
worldcup-photo-trophy	[1322, 1515, 1470, 1655]
theatres-title: ಮೈಸೂರಿನ ಚಿತ್ರಮಂದಿರಗಳಲ್ಲಿ	[1108, 271, 1469, 308]
lead-headline-2: ಲೋಕೇಶ್ ರಾಜೇ ಅರಸ್‌ಗೆ ಜಾಮೀನು	[298, 271, 985, 339]
worldcup-text-b: ಚಾಂಪಿಯನ್ ಆಗುವ ತಂಡ 4 ಮಿಲಿಯನ್ ಡಾಲರ್(28 ಕೋಟಿ ರೂ.) ಬಹುಮಾನದ ಜೊತೆಗೆ ವಿಶ್ವಕಪ್ ಟ್ರೋಫಿ ತನ್ನದಾಗಿಸಿಕೊಳ್ಳಲಿದೆ. ಇದುವರೆಗಿನ ವಿಶ್ವಕಪ್ ಟೂರ್ನಿಗಳಲ್ಲಿಯೇ ಅತ್ಯಧಿಕ ಬಹುಮಾನ ಮೊತ್ತ ಇದಾಗಿದೆ. ಐಸಿಸಿ ಪ್ರಕಟಿಸಿರುವ ವಿಶ್ವಕಪ್ ಬಹುಮಾನದ ಒಟ್ಟು ಮೊತ್ತ 10 ಮಿಲಿಯನ್ ಡಾಲರ್ (70 ಕೋಟಿ ರೂ.). ರನ್ನರ್ ಅಪ್ ತಂಡ 2 ಮಿಲಿಯನ್ ಡಾಲರ್ (14 ಕೋಟಿ ರೂ.), ಸೆಮಿಫೈನಲ್‌ನಲ್ಲಿ ಸೋತ ತಂಡಕ್ಕೆ 800,000 ಡಾಲರ್ ಬಹುಮಾನ ಸಿಗಲಿದೆ. ಒಟ್ಟು 46 ದಿನಗಳ ಕಾಲ 11 ಸ್ಥಳಗಳಲ್ಲಿ ವಿಶ್ವಕಪ್ ಪಂದ್ಯಗಳು ನಡೆಯಲಿವೆ.	[1107, 1657, 1468, 1741]
theatre-cell	[1108, 389, 1184, 405]
screen-name: ಸ್ಕ್ರೀನ್ 3	[1112, 1093, 1159, 1117]
theatre-cell: ಹೌಸ ಫುಲ್ (ಕ)	[1286, 468, 1411, 483]
theatre-cell: ಉಮಾ	[1108, 625, 1184, 641]
theatre-cell: (2497199)	[1184, 342, 1286, 357]
theatres-box	[1107, 270, 1470, 718]
lead-headline-1: ರಾಜ್ಯ ರೈತ ಸಂಘದ ಉಪಾಧ್ಯಕ್ಷ	[367, 198, 917, 266]
theatre-cell: (2481170)	[1184, 562, 1286, 578]
theatre-cell: ಸಂಗಂ	[1108, 468, 1184, 483]
theatre-row	[1108, 609, 1469, 625]
screen-showtimes: ಅವೇಂಜರ್ಸ್ ಎಂಡ್ ಗೇಮ್ (ಇಂ/3D): ಸಂ. 6.30, ಮೋಹ ಮಿತ್ರ (ಕ): ಬೆ. 10.30, ಸ್ಟೂಡೆಂಟ್ ಆಫ್ ದಿ ಇಯರ್–2 (ಹಿಂ): ಮ. 1.10, ಪೋಲ್‌ಮ್ಯಾನ್ ಡಿಟೆಕ್ಟಿವ್ ಪಿಕಾಚ್ಯು (ಇಂ/3D): ಸಂ. 4.10	[1163, 865, 1444, 900]
sports-banner	[1107, 194, 1470, 267]
drc-phone: ದೂ : 4240422/4241800	[1260, 755, 1399, 767]
inox-tagline: LIVE THE MOVIE	[1131, 1012, 1199, 1021]
theatre-cell: ಆಯೋಗ್ಯ (ಕ)	[1286, 483, 1411, 499]
theatre-cell: ಲಿಡೋ	[1108, 405, 1184, 420]
